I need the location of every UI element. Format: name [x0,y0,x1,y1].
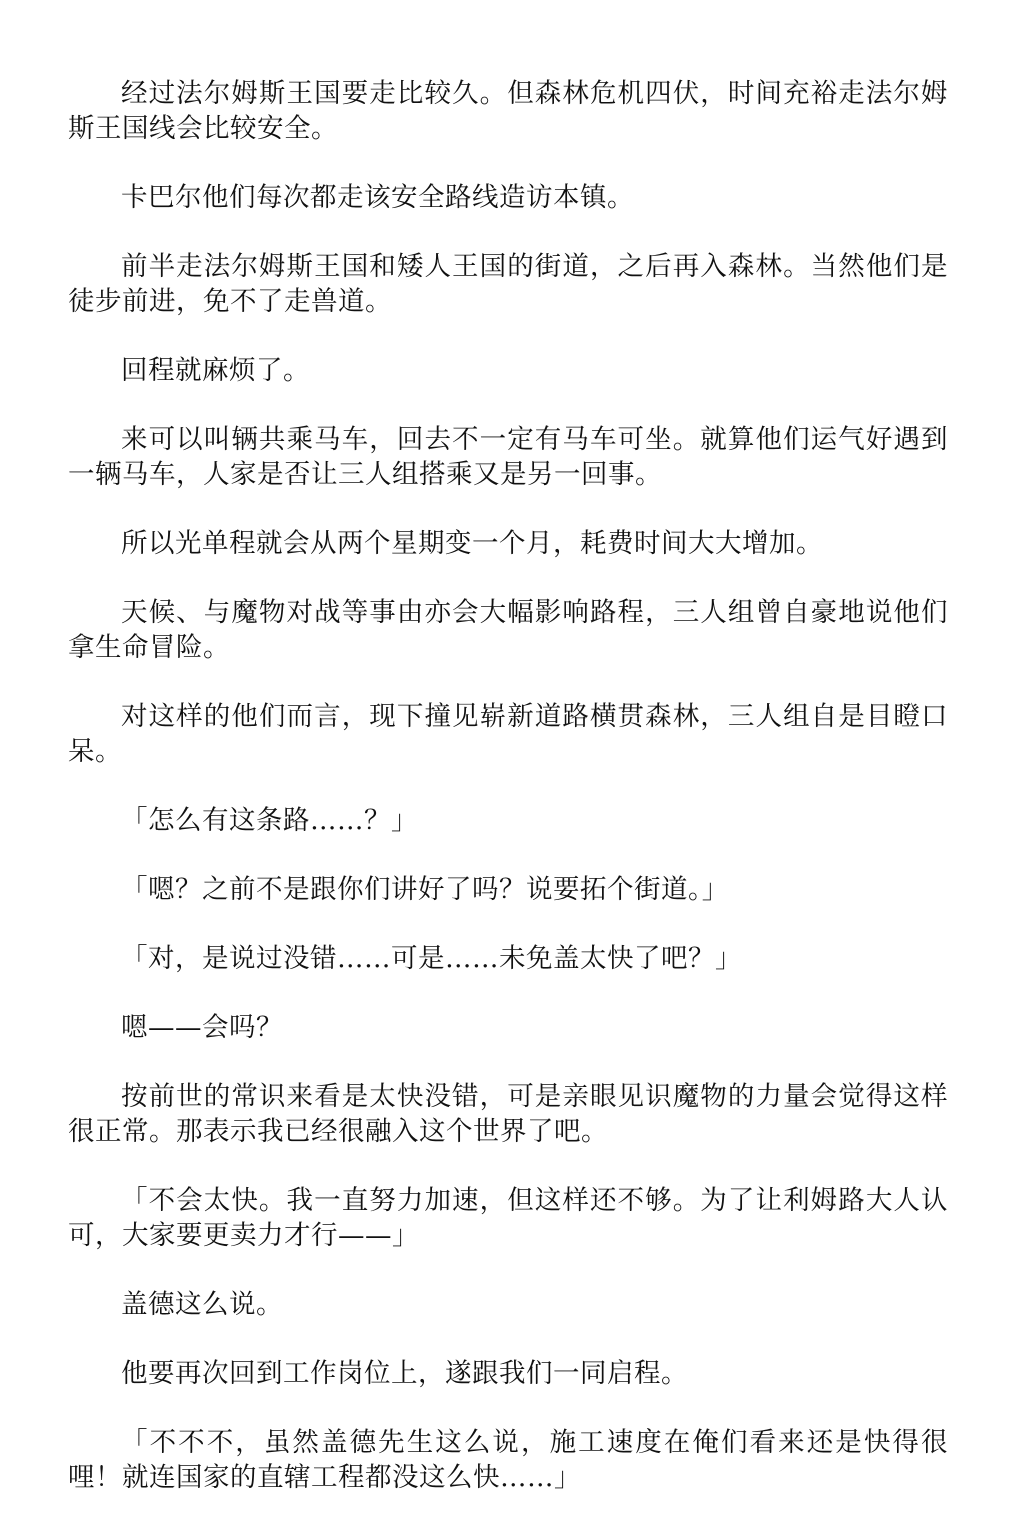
paragraph: 来可以叫辆共乘马车，回去不一定有马车可坐。就算他们运气好遇到一辆马车，人家是否让三人组搭乘又是另一回事。 [68,424,948,490]
paragraph: 前半走法尔姆斯王国和矮人王国的街道，之后再入森林。当然他们是徒步前进，免不了走兽道。 [68,251,948,317]
paragraph: 按前世的常识来看是太快没错，可是亲眼见识魔物的力量会觉得这样很正常。那表示我已经很融入这个世界了吧。 [68,1081,948,1147]
paragraph: 对这样的他们而言，现下撞见崭新道路横贯森林，三人组自是目瞪口呆。 [68,701,948,767]
dialogue-line: 「不不不，虽然盖德先生这么说，施工速度在俺们看来还是快得很哩！就连国家的直辖工程都没这么快……」 [68,1427,948,1493]
dialogue-line: 「不会太快。我一直努力加速，但这样还不够。为了让利姆路大人认可，大家要更卖力才行——」 [68,1185,948,1251]
document-page [68,76,948,1529]
paragraph: 经过法尔姆斯王国要走比较久。但森林危机四伏，时间充裕走法尔姆斯王国线会比较安全。 [68,78,948,144]
dialogue-line: 「嗯？之前不是跟你们讲好了吗？说要拓个街道。」 [121,874,729,905]
paragraph: 他要再次回到工作岗位上，遂跟我们一同启程。 [121,1358,688,1389]
paragraph: 回程就麻烦了。 [121,355,310,386]
paragraph: 卡巴尔他们每次都走该安全路线造访本镇。 [121,182,634,213]
paragraph: 所以光单程就会从两个星期变一个月，耗费时间大大增加。 [121,528,823,559]
dialogue-line: 「对，是说过没错……可是……未免盖太快了吧？」 [121,943,742,974]
paragraph: 盖德这么说。 [121,1289,283,1320]
paragraph: 嗯——会吗？ [121,1012,283,1043]
paragraph: 天候、与魔物对战等事由亦会大幅影响路程，三人组曾自豪地说他们拿生命冒险。 [68,597,948,663]
dialogue-line: 「怎么有这条路……？」 [121,805,418,836]
